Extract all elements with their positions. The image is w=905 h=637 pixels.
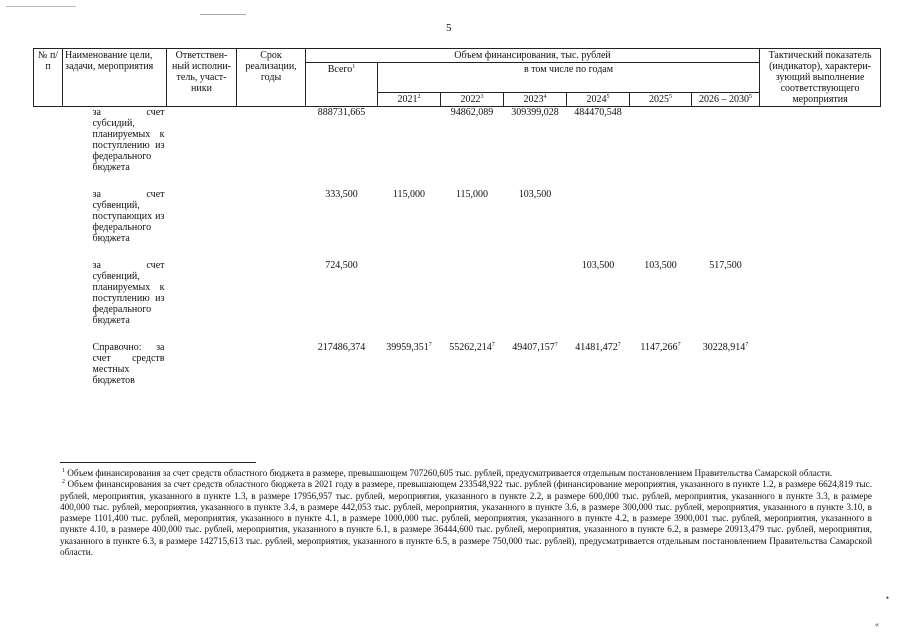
footnote-ref: 7: [428, 342, 432, 348]
table-cell: [760, 189, 881, 260]
row-2022: [441, 260, 504, 342]
footnote: [60, 468, 872, 479]
table-cell: [237, 107, 306, 190]
table-cell: [34, 260, 63, 342]
footnote-ref: 7: [677, 342, 681, 348]
footnote-ref: 7: [745, 342, 749, 348]
footnote-divider: [60, 462, 256, 463]
cell-value: 55262,214: [449, 342, 492, 353]
header-year: [692, 93, 760, 107]
row-2025: 103,500: [644, 260, 677, 271]
footnote-ref: 1: [352, 64, 356, 70]
row-total: 333,500: [325, 189, 358, 200]
cell-value: 41481,472: [575, 342, 618, 353]
table-cell: [167, 342, 237, 402]
row-2025: [630, 342, 692, 402]
header-term: Срок реализации, годы: [237, 49, 306, 107]
cell-value: 30228,914: [702, 342, 746, 353]
table-cell: [237, 342, 306, 402]
row-2021: [378, 107, 441, 190]
header-indicator: Тактический показатель (индикатор), характери-зующий выполнение соответствующего мероприятия: [760, 49, 881, 107]
financing-table: [33, 48, 881, 402]
row-2023: 309399,028: [511, 107, 559, 118]
page-number: 5: [446, 22, 452, 34]
table-row: [34, 189, 881, 260]
header-funding: Объем финансирования, тыс. рублей: [306, 49, 760, 63]
header-name: Наименование цели, задачи, мероприятия: [63, 49, 167, 107]
footnote-ref: 5: [606, 94, 610, 100]
footnote-ref: 7: [554, 342, 558, 348]
header-year: [378, 93, 441, 107]
row-name: за счет субвенций, планируемых к поступлению из федерального бюджета: [92, 260, 165, 326]
scan-mark: •: [885, 593, 889, 603]
cell-value: 1147,266: [640, 342, 678, 353]
table-cell: [34, 189, 63, 260]
row-2026-2030: [692, 107, 760, 190]
cell-value: 39959,351: [386, 342, 429, 353]
row-2024: [567, 189, 630, 260]
scan-artifact: [6, 6, 76, 7]
row-2024: 103,500: [581, 260, 615, 271]
header-responsible: Ответствен-ный исполни-тель, участ-ники: [167, 49, 237, 107]
header-year: [630, 93, 692, 107]
header-num: № п/п: [34, 49, 63, 107]
header-year: [441, 93, 504, 107]
footnote-ref: 5: [669, 94, 672, 100]
cell-value: 49407,157: [512, 342, 555, 353]
footnote-mark: 2: [62, 479, 65, 486]
header-by-years: в том числе по годам: [378, 63, 760, 93]
scan-mark: «: [875, 620, 879, 629]
footnote-ref: 7: [617, 342, 621, 348]
footnotes: [60, 468, 872, 558]
footnote-ref: 5: [749, 94, 753, 100]
header-year: [567, 93, 630, 107]
table-cell: [237, 189, 306, 260]
row-total: 724,500: [325, 260, 358, 271]
table-body: [34, 107, 881, 403]
row-2026-2030: [692, 189, 760, 260]
row-name: Справочно: за счет средств местных бюджетов: [92, 342, 165, 386]
table-cell: [167, 189, 237, 260]
header-total-label: Всего: [327, 64, 353, 75]
footnote-ref: 2: [417, 94, 421, 100]
row-2022: 115,000: [455, 189, 489, 200]
table-header: [34, 49, 881, 107]
row-2021: [378, 260, 441, 342]
footnote-ref: 7: [491, 342, 495, 348]
scan-artifact: [200, 14, 246, 15]
table-cell: [34, 107, 63, 190]
row-2026-2030: [692, 342, 760, 402]
year-label: 2024: [586, 94, 607, 105]
year-label: 2025: [649, 94, 669, 105]
row-2025: [630, 107, 692, 190]
row-total: 217486,374: [317, 342, 366, 353]
year-label: 2023: [523, 94, 544, 105]
table-cell: [167, 107, 237, 190]
row-2025: [630, 189, 692, 260]
table-row: [34, 260, 881, 342]
row-name: за счет субвенций, поступающих из федерального бюджета: [92, 189, 165, 244]
row-2021: [378, 342, 441, 402]
table-cell: [237, 260, 306, 342]
row-2026-2030: 517,500: [709, 260, 742, 271]
header-year: [504, 93, 567, 107]
row-2023: [504, 260, 567, 342]
year-label: 2026 – 2030: [699, 94, 750, 105]
row-total: 888731,665: [317, 107, 366, 118]
table-cell: [760, 260, 881, 342]
year-label: 2021: [397, 94, 418, 105]
table-cell: [760, 107, 881, 190]
row-2022: [441, 342, 504, 402]
row-2023: [504, 342, 567, 402]
table-cell: [34, 342, 63, 402]
footnote-text: Объем финансирования за счет средств областного бюджета в размере, превышающем 707260,605 тыс. рублей, предусматривается отдельным постановлением Правительства Самарской области.: [67, 468, 833, 478]
row-2023: 103,500: [518, 189, 552, 200]
footnote-mark: 1: [62, 468, 65, 474]
row-2022: 94862,089: [450, 107, 494, 118]
row-2024: [567, 342, 630, 402]
table-row: [34, 342, 881, 402]
table-cell: [167, 260, 237, 342]
year-label: 2022: [460, 94, 481, 105]
row-2024: 484470,548: [574, 107, 622, 118]
footnote-ref: 4: [543, 94, 547, 100]
row-2021: 115,000: [392, 189, 426, 200]
header-total: [306, 63, 378, 107]
footnote: [60, 479, 872, 558]
table-row: [34, 107, 881, 190]
row-name: за счет субсидий, планируемых к поступлению из федерального бюджета: [92, 107, 165, 173]
footnote-text: Объем финансирования за счет средств областного бюджета в 2021 году в размере, превышающем 233548,922 тыс. рублей (финансирование мероприятия, указанного в пункте 1.2, в размере 6624,819 тыс. рублей, мероприятия, указанного в пункте 1.3, в размере 17956,957 тыс. рублей, мероприятия, указанного в пункте 2.2, в размере 600,000 тыс. рублей, мероприятия, указанного в пункте 3.3, в размере 400,000 тыс. рублей, мероприятия, указанного в пункте 3.4, в размере 442,053 тыс. рублей, мероприятия, указанного в пункте 3.6, в размере 300,000 тыс. рублей, мероприятия, указанного в пункте 3.10, в размере 1101,400 тыс. рублей, мероприятия, указанного в пункте 4.1, в размере 1000,000 тыс. рублей, мероприятия, указанного в пункте 4.2, в размере 3900,001 тыс. рублей, мероприятия, указанного в пункте 4.10, в размере 400,000 тыс. рублей, мероприятия, указанного в пункте 6.1, в размере 36444,600 тыс. рублей, мероприятия, указанного в пункте 6.2, в размере 20913,479 тыс. рублей, мероприятия, указанного в пункте 6.3, в размере 142715,613 тыс. рублей, мероприятия, указанного в пункте 6.5, в размере 750,000 тыс. рублей), предусматривается отдельным постановлением Правительства Самарской области.: [60, 479, 872, 558]
footnote-ref: 3: [480, 94, 484, 100]
table-cell: [760, 342, 881, 402]
